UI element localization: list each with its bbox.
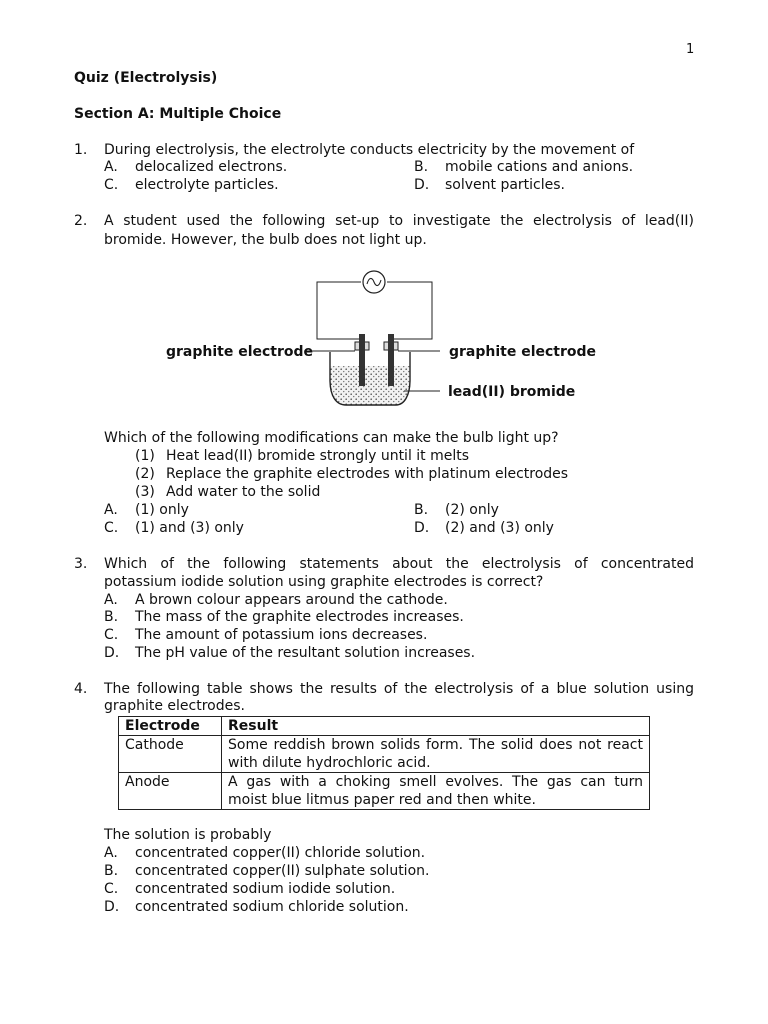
q4-option-a: concentrated copper(II) chloride solution.: [135, 845, 426, 861]
electrolysis-apparatus-diagram: [300, 268, 440, 414]
q1-option-c: electrolyte particles.: [135, 177, 279, 193]
q2-option-c: (1) and (3) only: [135, 520, 244, 536]
table-header-row: [119, 717, 650, 736]
q1-option-b: mobile cations and anions.: [445, 159, 634, 175]
q4-option-letter-b: B.: [104, 863, 119, 879]
q3-option-c: The amount of potassium ions decreases.: [135, 627, 428, 643]
table-cell-electrode: Cathode: [119, 736, 222, 773]
q1-stem: During electrolysis, the electrolyte conducts electricity by the movement of: [104, 142, 635, 158]
result-line: moist blue litmus paper red and then white.: [228, 792, 536, 808]
q4-lead: The solution is probably: [104, 827, 272, 843]
q4-option-letter-c: C.: [104, 881, 119, 897]
q3-option-letter-a: A.: [104, 592, 118, 608]
q2-option-letter-c: C.: [104, 520, 119, 536]
q3-option-a: A brown colour appears around the cathode.: [135, 592, 448, 608]
table-header-electrode: Electrode: [119, 717, 222, 736]
table-row: [119, 773, 650, 810]
table-header-result: Result: [222, 717, 650, 736]
table-row: [119, 736, 650, 773]
quiz-title: Quiz (Electrolysis): [74, 70, 218, 86]
q3-stem-line-2: potassium iodide solution using graphite electrodes is correct?: [104, 574, 544, 590]
q4-option-b: concentrated copper(II) sulphate solution.: [135, 863, 430, 879]
lead-bromide-solid: [330, 366, 410, 405]
q4-option-letter-a: A.: [104, 845, 118, 861]
q1-option-a: delocalized electrons.: [135, 159, 288, 175]
q2-option-d: (2) and (3) only: [445, 520, 554, 536]
q4-stem-line-2: graphite electrodes.: [104, 698, 245, 714]
label-graphite-electrode-left: graphite electrode: [166, 344, 314, 360]
q3-option-letter-b: B.: [104, 609, 119, 625]
q2-stem-line-2: bromide. However, the bulb does not light up.: [104, 232, 427, 248]
q4-option-letter-d: D.: [104, 899, 120, 915]
q2-statement-1: Heat lead(II) bromide strongly until it melts: [166, 448, 470, 464]
q2-option-letter-d: D.: [414, 520, 430, 536]
result-line: A gas with a choking smell evolves. The gas can turn: [228, 774, 643, 790]
q2-option-a: (1) only: [135, 502, 189, 518]
table-cell-result: [222, 773, 650, 810]
q2-stem-line-1: A student used the following set-up to investigate the electrolysis of lead(II): [104, 213, 694, 229]
q3-option-d: The pH value of the resultant solution increases.: [135, 645, 476, 661]
label-lead-bromide: lead(II) bromide: [448, 384, 576, 400]
q4-option-c: concentrated sodium iodide solution.: [135, 881, 396, 897]
bulb-icon: [363, 271, 385, 293]
q1-option-letter-d: D.: [414, 177, 430, 193]
q1-number: 1.: [74, 142, 88, 158]
q2-statement-2: Replace the graphite electrodes with platinum electrodes: [166, 466, 569, 482]
q2-statement-number-1: (1): [135, 448, 155, 464]
circuit-wire-left: [317, 282, 362, 345]
result-line: with dilute hydrochloric acid.: [228, 755, 431, 771]
q3-option-letter-d: D.: [104, 645, 120, 661]
q3-option-b: The mass of the graphite electrodes increases.: [135, 609, 464, 625]
q2-statement-number-3: (3): [135, 484, 155, 500]
q1-option-letter-c: C.: [104, 177, 119, 193]
q2-question: Which of the following modifications can make the bulb light up?: [104, 430, 559, 446]
q3-stem-line-1: Which of the following statements about the electrolysis of concentrated: [104, 556, 694, 572]
q2-option-b: (2) only: [445, 502, 499, 518]
q1-option-letter-b: B.: [414, 159, 429, 175]
result-line: Some reddish brown solids form. The solid does not react: [228, 737, 643, 753]
label-graphite-electrode-right: graphite electrode: [449, 344, 597, 360]
table-cell-result: [222, 736, 650, 773]
q2-statement-number-2: (2): [135, 466, 155, 482]
q2-statement-3: Add water to the solid: [166, 484, 321, 500]
q2-option-letter-b: B.: [414, 502, 429, 518]
section-heading: Section A: Multiple Choice: [74, 106, 282, 122]
q4-stem-line-1: The following table shows the results of the electrolysis of a blue solution using: [104, 681, 694, 697]
q4-number: 4.: [74, 681, 88, 697]
q3-option-letter-c: C.: [104, 627, 119, 643]
q2-number: 2.: [74, 213, 88, 229]
q2-option-letter-a: A.: [104, 502, 118, 518]
results-table: [118, 716, 650, 810]
page-number: 1: [686, 42, 695, 57]
q1-option-letter-a: A.: [104, 159, 118, 175]
q4-option-d: concentrated sodium chloride solution.: [135, 899, 409, 915]
q3-number: 3.: [74, 556, 88, 572]
table-cell-electrode: Anode: [119, 773, 222, 810]
q1-option-d: solvent particles.: [445, 177, 566, 193]
